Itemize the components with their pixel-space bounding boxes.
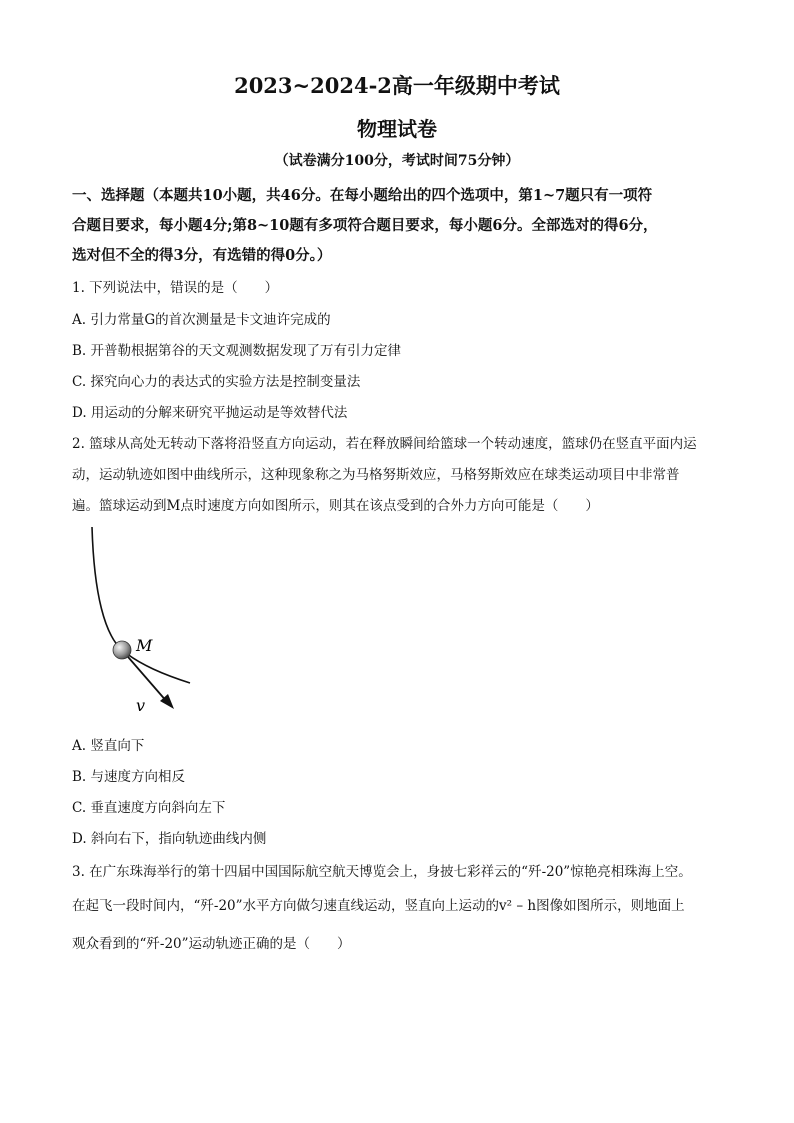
q2-option-d: D. 斜向右下，指向轨迹曲线内侧: [72, 831, 267, 847]
q1-option-a: A. 引力常量G的首次测量是卡文迪许完成的: [72, 312, 331, 328]
q2-stem-line3: 遍。篮球运动到M点时速度方向如图所示，则其在该点受到的合外力方向可能是（ ）: [72, 498, 599, 514]
q3-stem-line2: 在起飞一段时间内，“歼-20”水平方向做匀速直线运动，竖直向上运动的v² – h图像如图所示，则地面上: [72, 898, 685, 914]
q2-option-b: B. 与速度方向相反: [72, 769, 186, 785]
q1-stem: 1. 下列说法中，错误的是（ ）: [72, 280, 279, 296]
point-label-m: M: [136, 636, 153, 655]
q2-stem-line2: 动，运动轨迹如图中曲线所示，这种现象称之为马格努斯效应，马格努斯效应在球类运动项目中非常普: [72, 467, 680, 483]
ball-m: [113, 641, 131, 659]
exam-title: 2023~2024-2高一年级期中考试: [234, 73, 560, 98]
q2-option-c: C. 垂直速度方向斜向左下: [72, 800, 226, 816]
subject-title: 物理试卷: [357, 117, 437, 141]
trajectory-figure: [80, 525, 210, 725]
q1-option-c: C. 探究向心力的表达式的实验方法是控制变量法: [72, 374, 361, 390]
q1-option-d: D. 用运动的分解来研究平抛运动是等效替代法: [72, 405, 348, 421]
section-instructions-line3: 选对但不全的得3分，有选错的得0分。）: [72, 247, 332, 264]
trajectory-curve: [92, 527, 190, 683]
q3-stem-line3: 观众看到的“歼-20”运动轨迹正确的是（ ）: [72, 936, 351, 952]
q2-option-a: A. 竖直向下: [72, 738, 145, 754]
q2-stem-line1: 2. 篮球从高处无转动下落将沿竖直方向运动，若在释放瞬间给篮球一个转动速度，篮球仍在竖直平面内运: [72, 436, 697, 452]
velocity-label-v: v: [136, 696, 146, 715]
section-instructions-line1: 一、选择题（本题共10小题，共46分。在每小题给出的四个选项中，第1~7题只有一项符: [72, 187, 653, 204]
section-instructions-line2: 合题目要求，每小题4分;第8~10题有多项符合题目要求，每小题6分。全部选对的得6分，: [72, 217, 658, 234]
exam-note: （试卷满分100分，考试时间75分钟）: [274, 153, 520, 169]
q3-stem-line1: 3. 在广东珠海举行的第十四届中国国际航空航天博览会上，身披七彩祥云的“歼-20”惊艳亮相珠海上空。: [72, 864, 692, 880]
q1-option-b: B. 开普勒根据第谷的天文观测数据发现了万有引力定律: [72, 343, 402, 359]
